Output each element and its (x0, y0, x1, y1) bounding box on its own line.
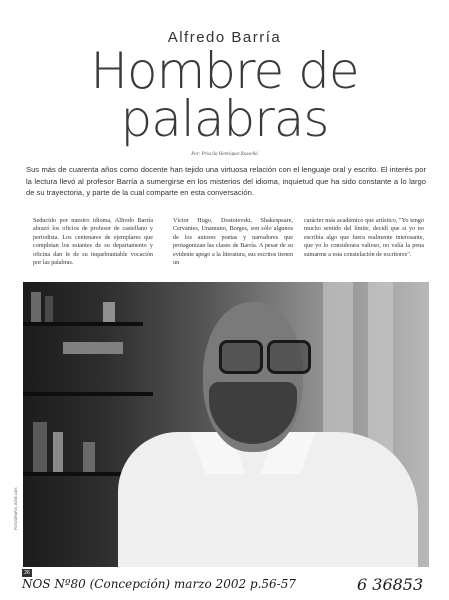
glasses-lens-right (267, 340, 311, 374)
reference-number: 6 36853 (357, 575, 424, 594)
bookshelf (23, 392, 153, 396)
body-column-2: Víctor Hugo, Dostoievski, Shakespeare, Cervantes, Unamuno, Borges, son sólo algunos de los autores poetas y narradores que protagonizan las clases de Barría. A pesar de su evidente apego a la literatura, sus escritos tienen un (173, 217, 293, 267)
body-column-1: Seducido por nuestro idioma, Alfredo Barría abrazó los oficios de profesor de castellano y periodista. Los centenares de ejemplares que completan los estantes de su departamento y oficina dan fe de su inquebrantable vocación por las palabras. (33, 217, 153, 267)
bookshelf (23, 322, 143, 326)
author-name: Alfredo Barría (167, 29, 282, 46)
glasses-lens-left (219, 340, 263, 374)
portrait-photo (23, 282, 429, 567)
body-column-3: carácter más académico que artístico, "Yo tengo mucho sentido del límite, decidí que si yo no escribía algo que fuera realmente interesante, que yo lo considerara valioso, no valía la pena sumarme a esta constelación de escritores". (304, 217, 424, 258)
handwritten-note: NOS Nº80 (Concepción) marzo 2002 p.56-57 (22, 577, 297, 591)
book (53, 432, 63, 472)
page-number: 26 (22, 569, 32, 577)
book (31, 292, 41, 322)
article-title-line-1: Hombre de (90, 42, 359, 100)
book (103, 302, 115, 322)
lead-paragraph: Sus más de cuarenta años como docente han tejido una virtuosa relación con el lenguaje oral y escrito. El interés por la lectura llevó al profesor Barría a sumergirse en los misterios del idioma, inquietud que ha sido constante a lo largo de su trayectoria, y parte de la cual comparte en esta conversación. (26, 165, 426, 197)
book (33, 422, 47, 472)
article-title-line-2: palabras (120, 90, 329, 148)
book (83, 442, 95, 472)
photo-credit: FOTOGRAFÍA: JOSÉ LUIS (14, 487, 18, 530)
book (63, 342, 123, 354)
book (45, 296, 53, 322)
byline: Por: Priscila Henríquez Rosselló (191, 152, 258, 157)
